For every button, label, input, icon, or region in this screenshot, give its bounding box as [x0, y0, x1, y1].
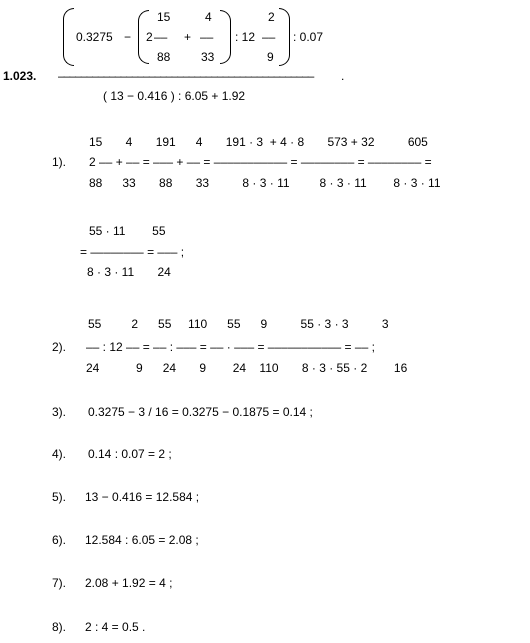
outer-right-paren — [279, 8, 290, 66]
frac3-bar: –– — [262, 30, 276, 44]
step-label-5: 5). — [52, 490, 67, 504]
denominator-expression: ( 13 − 0.416 ) : 6.05 + 1.92 — [103, 89, 246, 103]
frac1-denominator: 88 — [157, 50, 171, 64]
step1-fraction-line: 2 –– + –– = ––– + –– = ––––––––––– = –––––––– = –––––––– = — [89, 155, 432, 169]
step8-text: 2 : 4 = 0.5 . — [85, 620, 146, 634]
minus-sign: − — [124, 30, 132, 44]
mixed-whole-2: 2 — [146, 30, 153, 44]
step-label-4: 4). — [52, 447, 67, 461]
frac1-bar: –– — [154, 30, 168, 44]
outer-left-paren — [63, 8, 74, 66]
step-label-6: 6). — [52, 533, 67, 547]
step2-numerators: 55 2 55 110 55 9 55 · 3 · 3 3 — [88, 317, 389, 331]
numerator-value: 0.3275 — [76, 30, 113, 44]
step2-fraction-line: –– : 12 –– = –– : ––– = –– · ––– = ––––––––––– = –– ; — [86, 340, 375, 354]
step-label-2: 2). — [52, 340, 67, 354]
plus-sign: + — [184, 30, 192, 44]
step3-text: 0.3275 − 3 / 16 = 0.3275 − 0.1875 = 0.14 ; — [88, 405, 313, 419]
step6-text: 12.584 : 6.05 = 2.08 ; — [85, 533, 199, 547]
inner-right-paren — [220, 10, 231, 64]
step1-numerators: 15 4 191 4 191 · 3 + 4 · 8 573 + 32 605 — [89, 135, 428, 149]
step1b-numerators: 55 · 11 55 — [89, 224, 166, 238]
frac1-numerator: 15 — [157, 10, 171, 24]
step2-denominators: 24 9 24 9 24 110 8 · 3 · 55 · 2 16 — [86, 361, 408, 375]
frac3-denominator: 9 — [267, 50, 274, 64]
step1-denominators: 88 33 88 33 8 · 3 · 11 8 · 3 · 11 8 · 3 · 11 — [89, 176, 441, 190]
step1b-denominators: 8 · 3 · 11 24 — [87, 265, 171, 279]
frac3-numerator: 2 — [268, 10, 275, 24]
step-label-1: 1). — [52, 155, 67, 169]
divide-by-007: : 0.07 — [293, 30, 324, 44]
step5-text: 13 − 0.416 = 12.584 ; — [85, 490, 200, 504]
step-label-7: 7). — [52, 576, 67, 590]
frac2-bar: –– — [200, 30, 214, 44]
colon-twelve: : 12 — [235, 30, 256, 44]
frac2-denominator: 33 — [201, 50, 215, 64]
step-label-3: 3). — [52, 405, 67, 419]
end-dot: . — [341, 69, 345, 83]
step1b-fraction-line: = –––––––– = ––– ; — [80, 245, 185, 259]
frac2-numerator: 4 — [205, 10, 212, 24]
step7-text: 2.08 + 1.92 = 4 ; — [85, 576, 173, 590]
step-label-8: 8). — [52, 620, 67, 634]
step4-text: 0.14 : 0.07 = 2 ; — [88, 447, 172, 461]
main-fraction-bar: ––––––––––––––––––––––––––––––––––––––––––––– — [58, 69, 314, 83]
problem-number: 1.023. — [3, 69, 37, 83]
